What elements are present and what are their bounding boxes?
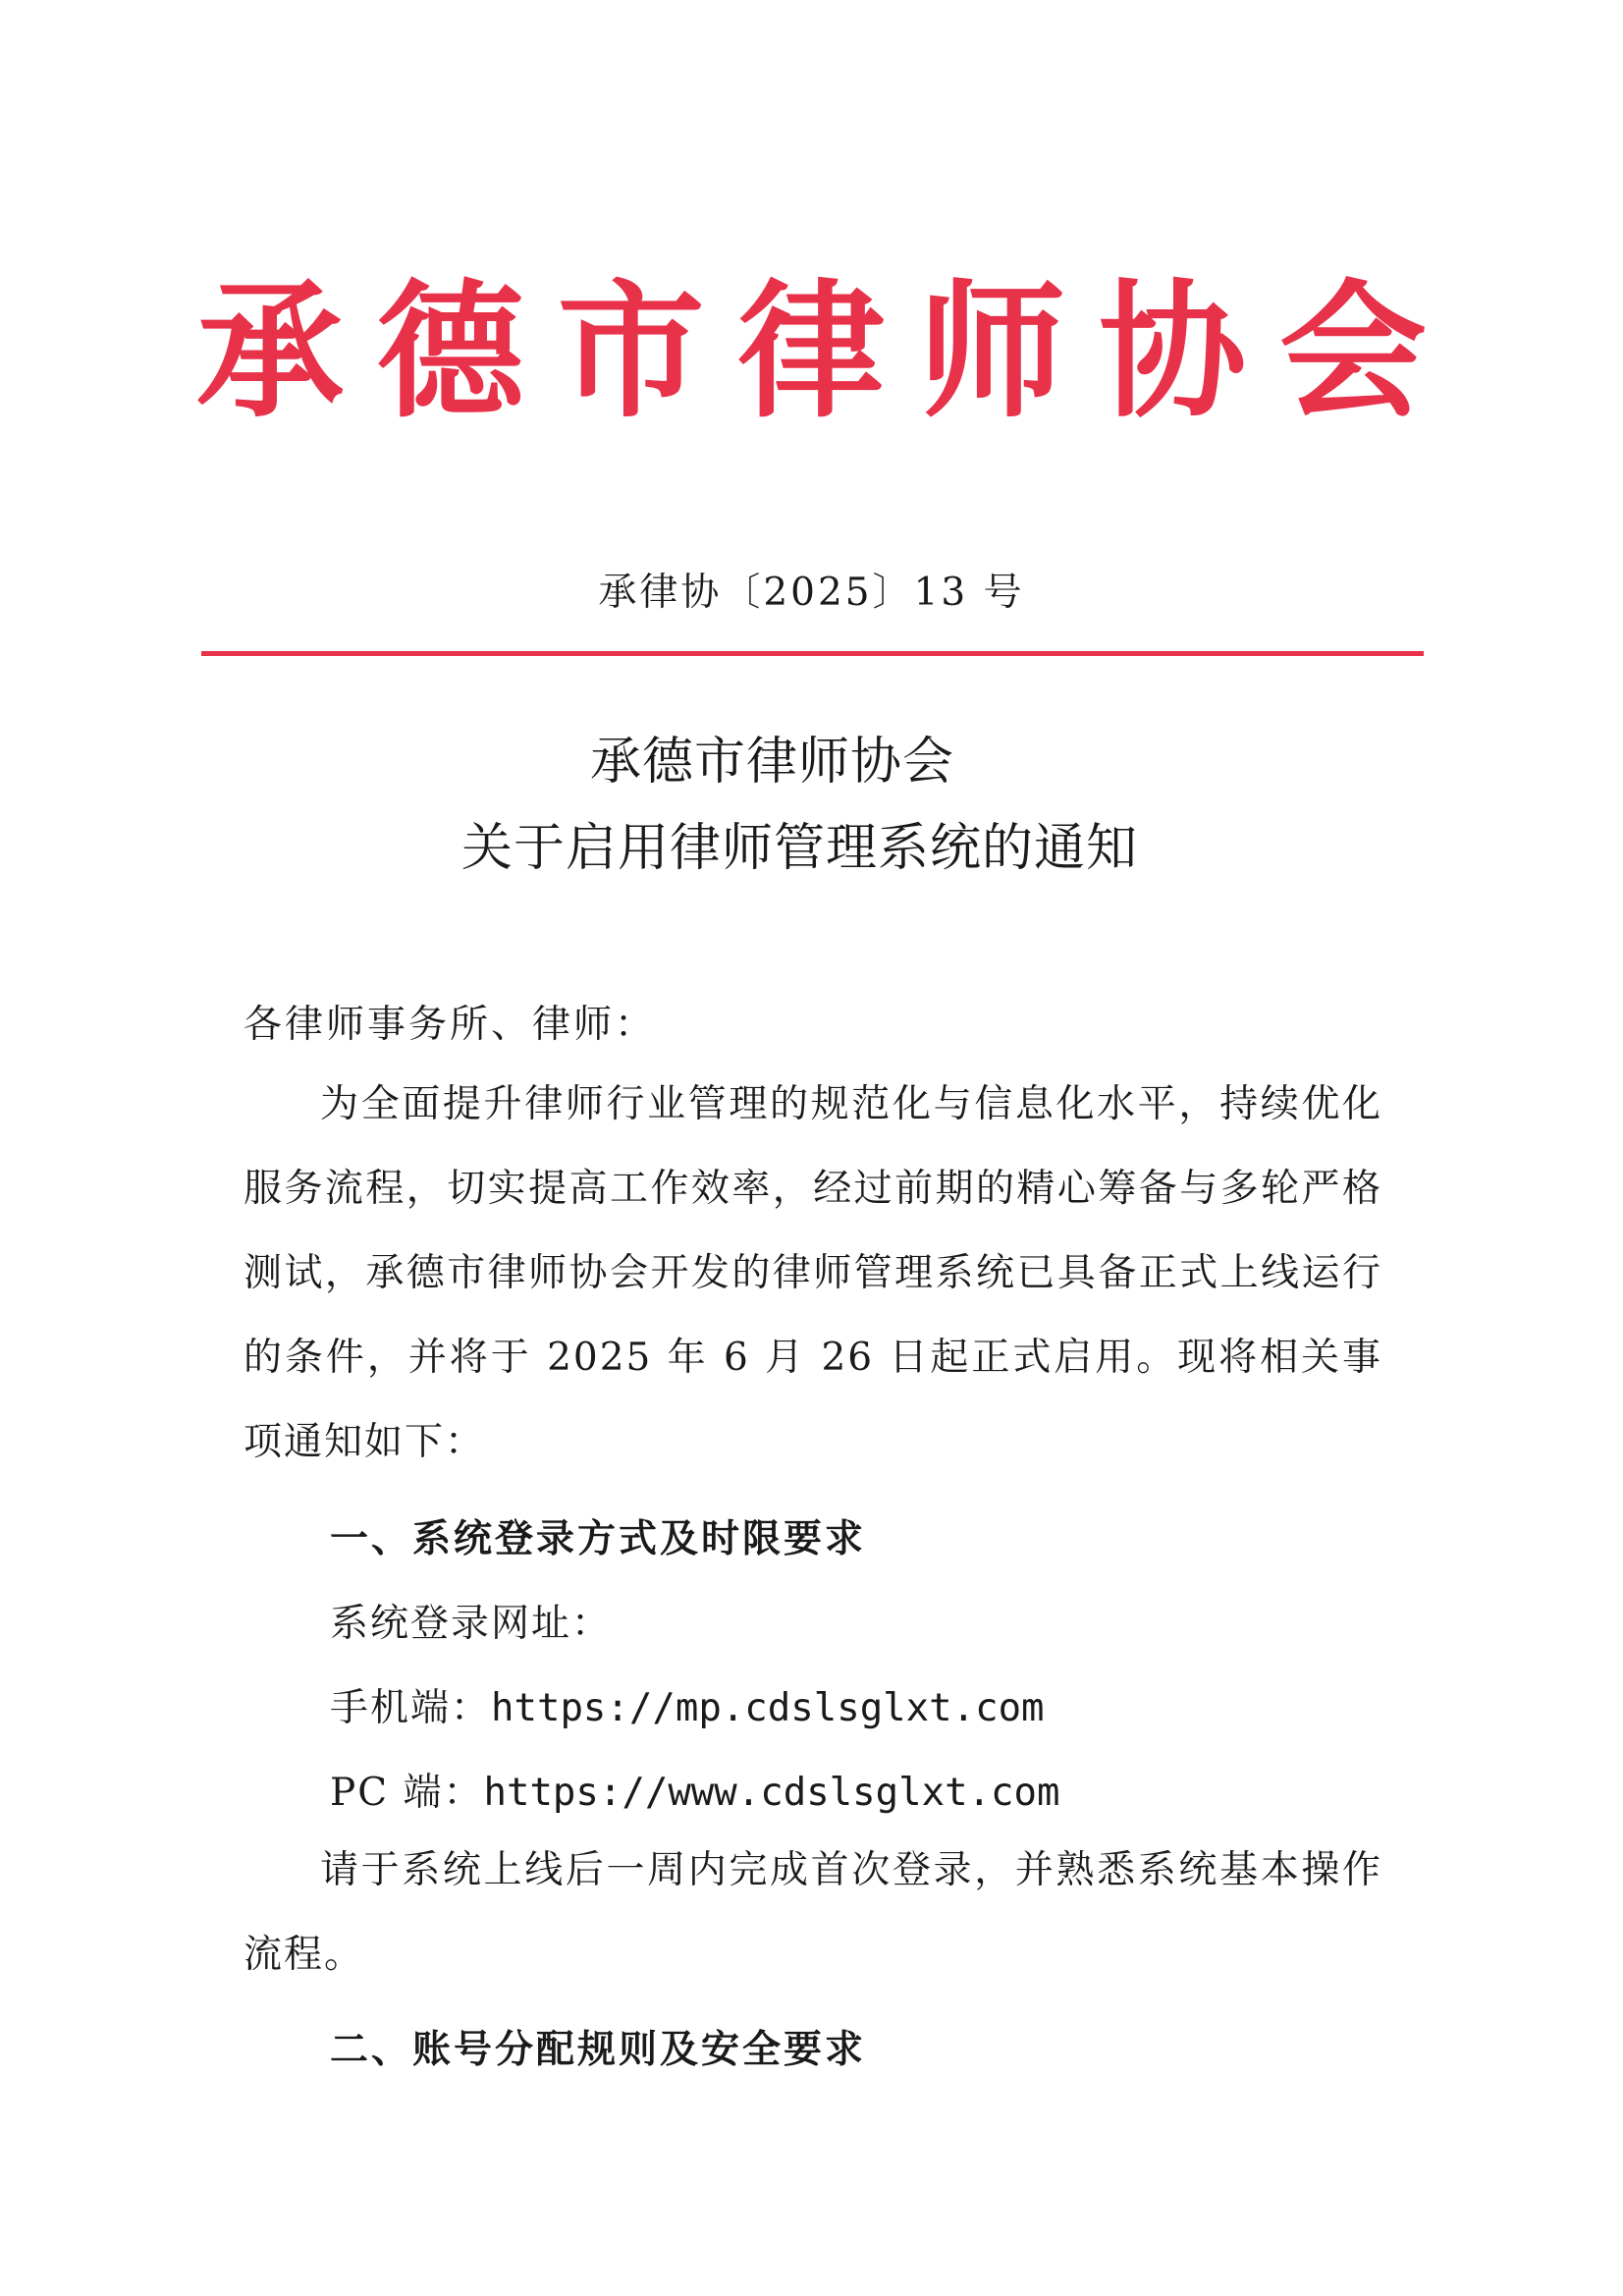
masthead-char: 师 — [918, 265, 1066, 438]
document-title-line-2: 关于启用律师管理系统的通知 — [460, 819, 1138, 878]
masthead — [196, 263, 1427, 440]
masthead-char: 承 — [196, 265, 345, 438]
section-2-heading: 二、账号分配规则及安全要求 — [330, 2027, 867, 2072]
pc-url-link[interactable]: https://www.cdslsglxt.com — [483, 1771, 1060, 1815]
login-instruction-paragraph: 请于系统上线后一周内完成首次登录，并熟悉系统基本操作流程。 — [243, 1848, 1382, 1977]
masthead-char: 市 — [557, 265, 705, 438]
intro-paragraph: 为全面提升律师行业管理的规范化与信息化水平，持续优化服务流程，切实提高工作效率，经过前期的精心筹备与多轮严格测试，承德市律师协会开发的律师管理系统已具备正式上线运行的条件，并将于 2025 年 6 月 26 日起正式启用。现将相关事项通知如下： — [243, 1082, 1382, 1464]
masthead-char: 协 — [1099, 265, 1247, 438]
document-number: 承律协〔2025〕13 号 — [598, 571, 1025, 615]
section-1-heading: 一、系统登录方式及时限要求 — [330, 1516, 867, 1561]
pc-url-row — [243, 1762, 1469, 1817]
masthead-char: 德 — [376, 265, 524, 438]
pc-label: PC 端： — [330, 1771, 484, 1815]
mobile-url-row — [243, 1677, 1469, 1732]
login-url-label: 系统登录网址： — [330, 1602, 613, 1646]
masthead-char: 律 — [737, 265, 886, 438]
masthead-char: 会 — [1278, 265, 1427, 438]
mobile-label: 手机端： — [330, 1686, 492, 1730]
salutation: 各律师事务所、律师： — [243, 1003, 657, 1047]
mobile-url-link[interactable]: https://mp.cdslsglxt.com — [491, 1686, 1045, 1730]
red-divider-rule — [201, 651, 1424, 656]
document-title-line-1: 承德市律师协会 — [589, 733, 954, 792]
